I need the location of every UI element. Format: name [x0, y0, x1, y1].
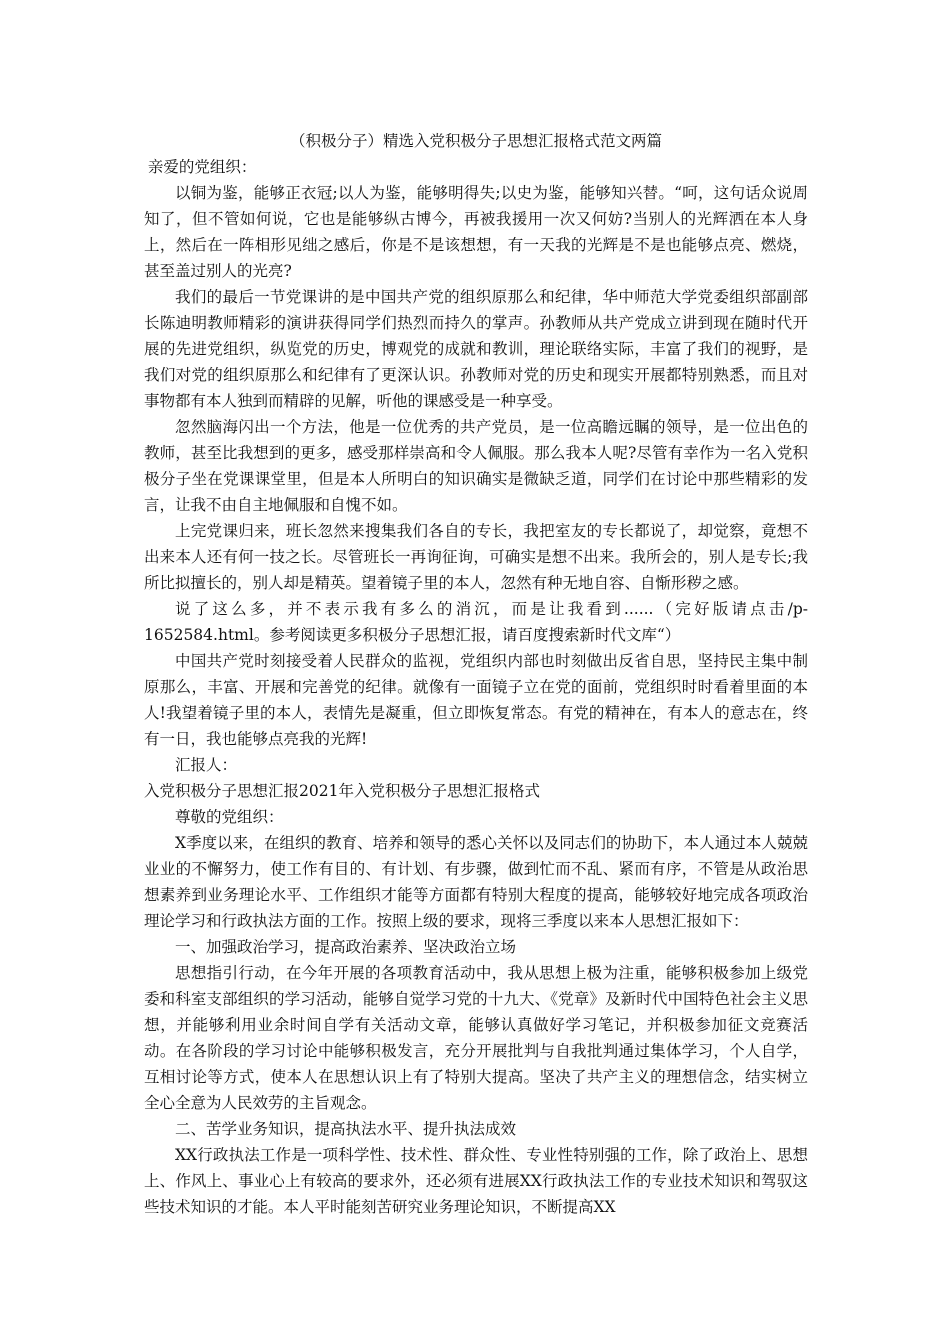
paragraph: 说了这么多，并不表示我有多么的消沉，而是让我看到......（完好版请点击/p-1652584.html。参考阅读更多积极分子思想汇报，请百度搜索新时代文库“）: [144, 600, 808, 644]
paragraph: XX行政执法工作是一项科学性、技术性、群众性、专业性特别强的工作，除了政治上、思想上、作风上、事业心上有较高的要求外，还必须有进展XX行政执法工作的专业技术知识和驾驭这些技术知识的才能。本人平时能刻苦研究业务理论知识，不断提高XX: [144, 1146, 808, 1216]
paragraph: 中国共产党时刻接受着人民群众的监视，党组织内部也时刻做出反省自思，坚持民主集中制原那么，丰富、开展和完善党的纪律。就像有一面镜子立在党的面前，党组织时时看着里面的本人!我望着镜子里的本人，表情先是凝重，但立即恢复常态。有党的精神在，有本人的意志在，终有一日，我也能够点亮我的光辉!: [144, 652, 808, 748]
section-heading: 入党积极分子思想汇报2021年入党积极分子思想汇报格式: [144, 782, 540, 800]
paragraph: 以铜为鉴，能够正衣冠;以人为鉴，能够明得失;以史为鉴，能够知兴替。“呵，这句话众说周知了，但不管如何说，它也是能够纵古博今，再被我援用一次又何妨?当别人的光辉洒在本人身上，然后在一阵相形见绌之感后，你是不是该想想，有一天我的光辉是不是也能够点亮、燃烧，甚至盖过别人的光亮?: [144, 184, 808, 280]
salutation-2: 尊敬的党组织：: [175, 808, 284, 826]
section-subheading: 一、加强政治学习，提高政治素养、坚决政治立场: [175, 938, 517, 956]
paragraph: 思想指引行动，在今年开展的各项教育活动中，我从思想上极为注重，能够积极参加上级党委和科室支部组织的学习活动，能够自觉学习党的十九大、《党章》及新时代中国特色社会主义思想，并能够利用业余时间自学有关活动文章，能够认真做好学习笔记，并积极参加征文竞赛活动。在各阶段的学习讨论中能够积极发言，充分开展批判与自我批判通过集体学习，个人自学，互相讨论等方式，使本人在思想认识上有了特别大提高。坚决了共产主义的理想信念，结实树立全心全意为人民效劳的主旨观念。: [144, 964, 808, 1112]
section-subheading: 二、苦学业务知识，提高执法水平、提升执法成效: [175, 1120, 517, 1138]
salutation-1: 亲爱的党组织：: [147, 158, 257, 176]
paragraph: 上完党课归来，班长忽然来搜集我们各自的专长，我把室友的专长都说了，却觉察，竟想不出来本人还有何一技之长。尽管班长一再询征询，可确实是想不出来。我所会的，别人是专长;我所比拟擅长的，别人却是精英。望着镜子里的本人，忽然有种无地自容、自惭形秽之感。: [144, 522, 808, 592]
reporter-line: 汇报人：: [175, 756, 238, 774]
document-title: （积极分子）精选入党积极分子思想汇报格式范文两篇: [289, 132, 662, 150]
paragraph: X季度以来，在组织的教育、培养和领导的悉心关怀以及同志们的协助下，本人通过本人兢兢业业的不懈努力，使工作有目的、有计划、有步骤，做到忙而不乱、紧而有序，不管是从政治思想素养到业务理论水平、工作组织才能等方面都有特别大程度的提高，能够较好地完成各项政治理论学习和行政执法方面的工作。按照上级的要求，现将三季度以来本人思想汇报如下：: [144, 834, 808, 930]
paragraph: 我们的最后一节党课讲的是中国共产党的组织原那么和纪律，华中师范大学党委组织部副部长陈迪明教师精彩的演讲获得同学们热烈而持久的掌声。孙教师从共产党成立讲到现在随时代开展的先进党组织，纵览党的历史，博观党的成就和教训，理论联络实际，丰富了我们的视野，是我们对党的组织原那么和纪律有了更深认识。孙教师对党的历史和现实开展都特别熟悉，而且对事物都有本人独到而精辟的见解，听他的课感受是一种享受。: [144, 288, 808, 410]
document-body: [144, 128, 808, 1220]
paragraph: 忽然脑海闪出一个方法，他是一位优秀的共产党员，是一位高瞻远瞩的领导，是一位出色的教师，甚至比我想到的更多，感受那样崇高和令人佩服。那么我本人呢?尽管有幸作为一名入党积极分子坐在党课课堂里，但是本人所明白的知识确实是微缺乏道，同学们在讨论中那些精彩的发言，让我不由自主地佩服和自愧不如。: [144, 418, 808, 514]
